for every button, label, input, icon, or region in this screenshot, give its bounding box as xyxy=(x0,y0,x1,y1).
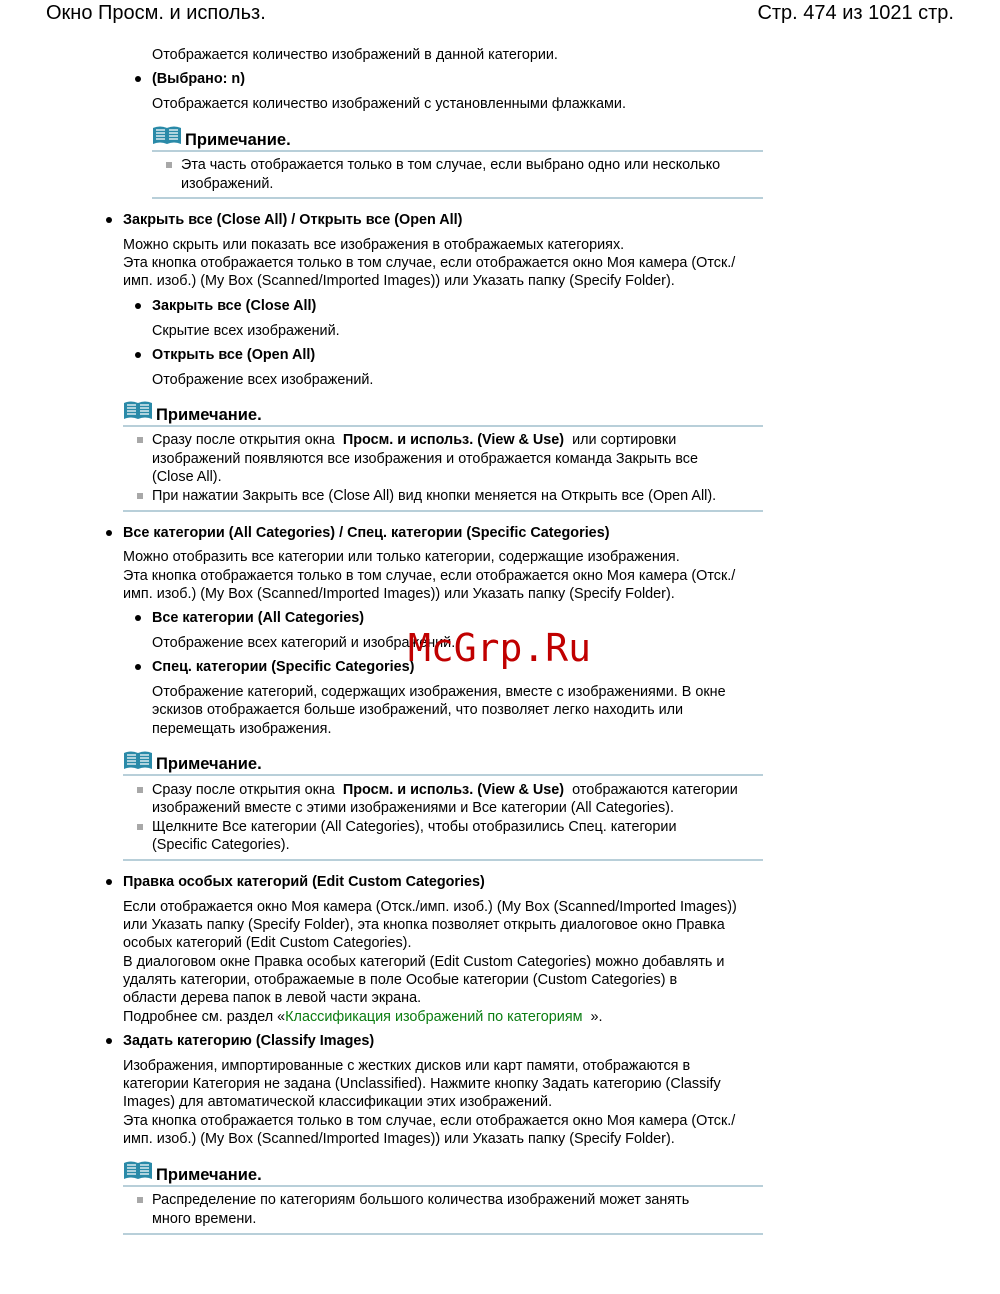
close-all-desc-1: Можно скрыть или показать все изображения в отображаемых категориях. xyxy=(123,237,625,253)
selected-count-title: (Выбрано: n) xyxy=(152,71,246,87)
note-title: Примечание. xyxy=(156,755,262,773)
classify-desc-5: имп. изоб.) (My Box (Scanned/Imported Images)) или Указать папку (Specify Folder). xyxy=(123,1131,675,1147)
close-all-title: Закрыть все (Close All) / Открыть все (Open All) xyxy=(123,212,463,228)
edit-custom-title: Правка особых категорий (Edit Custom Categories) xyxy=(123,874,485,890)
divider xyxy=(123,425,763,427)
classify-desc-2: категории Категория не задана (Unclassified). Нажмите кнопку Задать категорию (Classify xyxy=(123,1076,721,1092)
note-item: Сразу после открытия окна Просм. и использ. (View & Use) отображаются категории xyxy=(152,782,738,798)
note-item: Эта часть отображается только в том случае, если выбрано одно или несколько xyxy=(181,157,721,173)
note-item-cont: (Specific Categories). xyxy=(152,837,290,853)
note-item: Сразу после открытия окна Просм. и использ. (View & Use) или сортировки xyxy=(152,432,677,448)
note-title: Примечание. xyxy=(185,131,291,149)
edit-custom-desc-3: особых категорий (Edit Custom Categories). xyxy=(123,935,412,951)
note-title: Примечание. xyxy=(156,1166,262,1184)
book-icon xyxy=(123,400,153,420)
edit-custom-more: Подробнее см. раздел «Классификация изображений по категориям ». xyxy=(123,1009,603,1025)
book-icon xyxy=(123,1160,153,1180)
edit-custom-desc-4: В диалоговом окне Правка особых категорий (Edit Custom Categories) можно добавлять и xyxy=(123,954,725,970)
specific-categories-desc-2: эскизов отображается больше изображений, что позволяет легко находить или xyxy=(152,702,684,718)
classify-title: Задать категорию (Classify Images) xyxy=(123,1033,375,1049)
page-header-title: Окно Просм. и использ. xyxy=(46,2,266,24)
note-item-cont: изображений появляются все изображения и отображается команда Закрыть все xyxy=(152,451,698,467)
categories-desc-2: Эта кнопка отображается только в том случае, если отображается окно Моя камера (Отск./ xyxy=(123,568,736,584)
specific-categories-title: Спец. категории (Specific Categories) xyxy=(152,659,415,675)
divider xyxy=(123,774,763,776)
note-item: При нажатии Закрыть все (Close All) вид кнопки меняется на Открыть все (Open All). xyxy=(152,488,717,504)
categories-desc-1: Можно отобразить все категории или только категории, содержащие изображения. xyxy=(123,549,680,565)
edit-custom-desc-1: Если отображается окно Моя камера (Отск./имп. изоб.) (My Box (Scanned/Imported Images)) xyxy=(123,899,737,915)
page-counter: Стр. 474 из 1021 стр. xyxy=(757,2,954,24)
note-item-cont: много времени. xyxy=(152,1211,257,1227)
divider xyxy=(123,859,763,861)
classify-desc-1: Изображения, импортированные с жестких дисков или карт памяти, отображаются в xyxy=(123,1058,691,1074)
categories-title: Все категории (All Categories) / Спец. категории (Specific Categories) xyxy=(123,525,610,541)
categories-desc-3: имп. изоб.) (My Box (Scanned/Imported Images)) или Указать папку (Specify Folder). xyxy=(123,586,675,602)
divider xyxy=(123,510,763,512)
divider xyxy=(123,1185,763,1187)
book-icon xyxy=(152,125,182,145)
note-item-cont: изображений вместе с этими изображениями и Все категории (All Categories). xyxy=(152,800,674,816)
note-item: Распределение по категориям большого количества изображений может занять xyxy=(152,1192,690,1208)
selected-count-desc: Отображается количество изображений с установленными флажками. xyxy=(152,96,626,112)
close-all-sub-title: Закрыть все (Close All) xyxy=(152,298,317,314)
note-title: Примечание. xyxy=(156,406,262,424)
close-all-sub-desc: Скрытие всех изображений. xyxy=(152,323,340,339)
close-all-desc-2: Эта кнопка отображается только в том случае, если отображается окно Моя камера (Отск./ xyxy=(123,255,736,271)
all-categories-desc: Отображение всех категорий и изображений. xyxy=(152,635,456,651)
specific-categories-desc-3: перемещать изображения. xyxy=(152,721,332,737)
classify-desc-3: Images) для автоматической классификации этих изображений. xyxy=(123,1094,553,1110)
classify-desc-4: Эта кнопка отображается только в том случае, если отображается окно Моя камера (Отск./ xyxy=(123,1113,736,1129)
edit-custom-desc-6: области дерева папок в левой части экрана. xyxy=(123,990,422,1006)
edit-custom-desc-2: или Указать папку (Specify Folder), эта кнопка позволяет открыть диалоговое окно Правка xyxy=(123,917,725,933)
divider xyxy=(123,1233,763,1235)
note-item-cont: (Close All). xyxy=(152,469,222,485)
watermark: McGrp.Ru xyxy=(408,626,592,670)
note-item: Щелкните Все категории (All Categories), чтобы отобразились Спец. категории xyxy=(152,819,677,835)
divider xyxy=(152,150,763,152)
note-item-cont: изображений. xyxy=(181,176,274,192)
edit-custom-desc-5: удалять категории, отображаемые в поле Особые категории (Custom Categories) в xyxy=(123,972,678,988)
all-categories-title: Все категории (All Categories) xyxy=(152,610,365,626)
open-all-sub-title: Открыть все (Open All) xyxy=(152,347,316,363)
open-all-sub-desc: Отображение всех изображений. xyxy=(152,372,374,388)
classify-link[interactable]: Классификация изображений по категориям xyxy=(285,1009,583,1025)
specific-categories-desc-1: Отображение категорий, содержащих изображения, вместе с изображениями. В окне xyxy=(152,684,726,700)
category-count-desc: Отображается количество изображений в данной категории. xyxy=(152,47,558,63)
book-icon xyxy=(123,750,153,770)
close-all-desc-3: имп. изоб.) (My Box (Scanned/Imported Images)) или Указать папку (Specify Folder). xyxy=(123,273,675,289)
divider xyxy=(152,197,763,199)
